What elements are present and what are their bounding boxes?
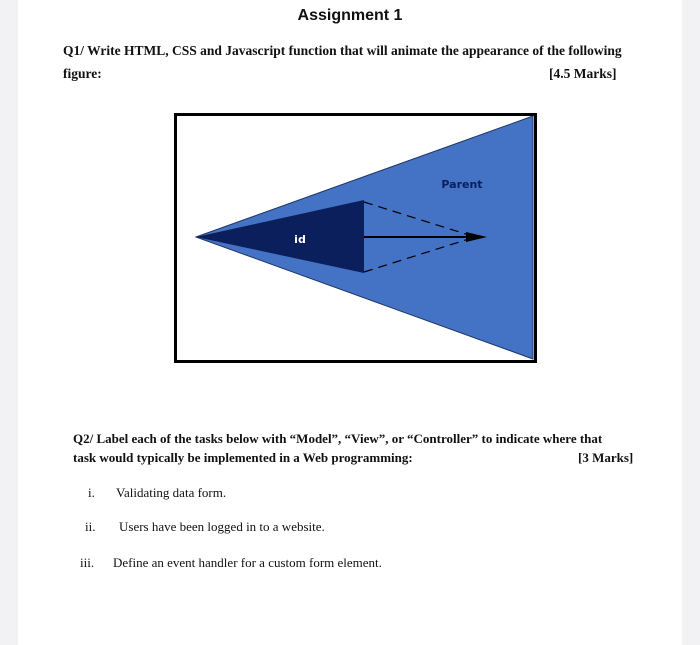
task-number: ii. (85, 519, 96, 534)
q2-marks: [3 Marks] (578, 450, 634, 465)
task-text: Users have been logged in to a website. (119, 519, 325, 534)
task-number: i. (88, 485, 95, 500)
q1-prompt-line1: Q1/ Write HTML, CSS and Javascript function that will animate the appearance of the following (63, 43, 622, 58)
task-text: Validating data form. (116, 485, 227, 500)
q2-prompt-line2: task would typically be implemented in a Web programming: (73, 450, 413, 465)
task-text: Define an event handler for a custom form element. (113, 555, 382, 570)
id-label: id (294, 233, 306, 246)
document-page (18, 0, 682, 645)
parent-label: Parent (441, 178, 483, 191)
q1-marks: [4.5 Marks] (549, 66, 617, 81)
assignment-title: Assignment 1 (297, 7, 403, 24)
q1-figure (174, 113, 539, 364)
q2-prompt-line1: Q2/ Label each of the tasks below with “Model”, “View”, or “Controller” to indicate where that (73, 431, 603, 446)
task-number: iii. (80, 555, 95, 570)
q1-prompt-line2: figure: (63, 66, 102, 81)
